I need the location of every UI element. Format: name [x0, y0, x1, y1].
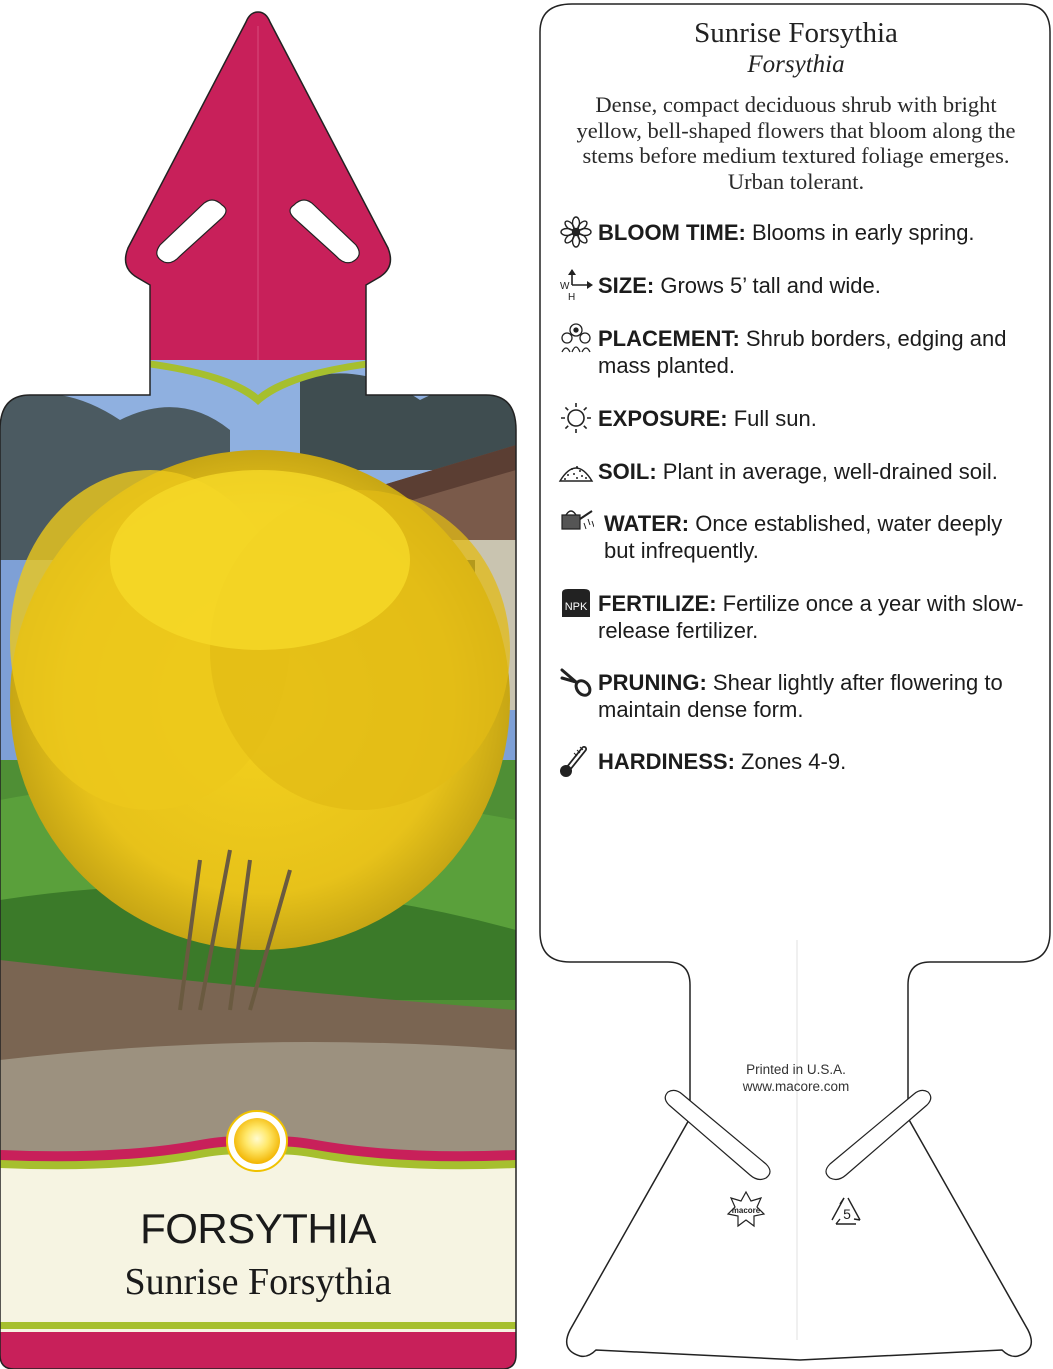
- care-text: Shear lightly after flowering to maintain dense form.: [598, 670, 1003, 722]
- care-text: Zones 4-9.: [741, 749, 847, 774]
- size-arrows-icon: [558, 269, 594, 301]
- svg-text:W: W: [560, 281, 570, 292]
- pruning-shears-icon: [558, 666, 594, 698]
- care-label: FERTILIZE:: [598, 591, 717, 616]
- care-text: Grows 5’ tall and wide.: [660, 273, 881, 298]
- svg-text:H: H: [568, 292, 576, 301]
- printed-info: [700, 1061, 892, 1095]
- care-label: WATER:: [604, 511, 690, 536]
- thermometer-icon: [558, 745, 594, 777]
- care-label: PLACEMENT:: [598, 326, 740, 351]
- care-text: Once established, water deeply but infrequently.: [604, 511, 1003, 563]
- care-text: Full sun.: [733, 406, 817, 431]
- back-scientific-name: Forsythia: [747, 51, 845, 78]
- svg-text:NPK: NPK: [564, 601, 588, 613]
- svg-text:5: 5: [843, 1206, 851, 1222]
- soil-mound-icon: [558, 455, 594, 487]
- sun-icon: [558, 402, 594, 434]
- care-label: HARDINESS:: [598, 749, 735, 774]
- care-label: PRUNING:: [598, 670, 707, 695]
- svg-text:macore: macore: [731, 1206, 761, 1215]
- care-text: Plant in average, well-drained soil.: [662, 459, 998, 484]
- care-text: Blooms in early spring.: [752, 220, 975, 245]
- care-label: BLOOM TIME:: [598, 220, 746, 245]
- forsythia-photo: [0, 360, 516, 1200]
- care-label: SIZE:: [598, 273, 655, 298]
- back-description: Dense, compact deciduous shrub with bright yellow, bell-shaped flowers that bloom along the stems before medium textured foliage emerges. Urban tolerant.: [576, 92, 1016, 194]
- care-text: Shrub borders, edging and mass planted.: [598, 326, 1007, 378]
- placement-plants-icon: [558, 322, 594, 354]
- printed-country: Printed in U.S.A.: [746, 1062, 846, 1077]
- care-label: SOIL:: [598, 459, 657, 484]
- back-title: Sunrise Forsythia: [694, 17, 898, 49]
- care-text: Fertilize once a year with slow-release fertilizer.: [598, 591, 1024, 643]
- care-label: EXPOSURE:: [598, 406, 728, 431]
- fertilizer-bag-icon: [558, 587, 594, 619]
- sun-exposure-badge: [227, 1111, 287, 1171]
- watering-can-icon: [558, 507, 594, 539]
- front-tag: [0, 0, 516, 1369]
- front-common-name: Sunrise Forsythia: [124, 1261, 392, 1303]
- front-genus-name: FORSYTHIA: [140, 1205, 376, 1252]
- flower-icon: [558, 216, 594, 248]
- printed-website: www.macore.com: [742, 1079, 850, 1094]
